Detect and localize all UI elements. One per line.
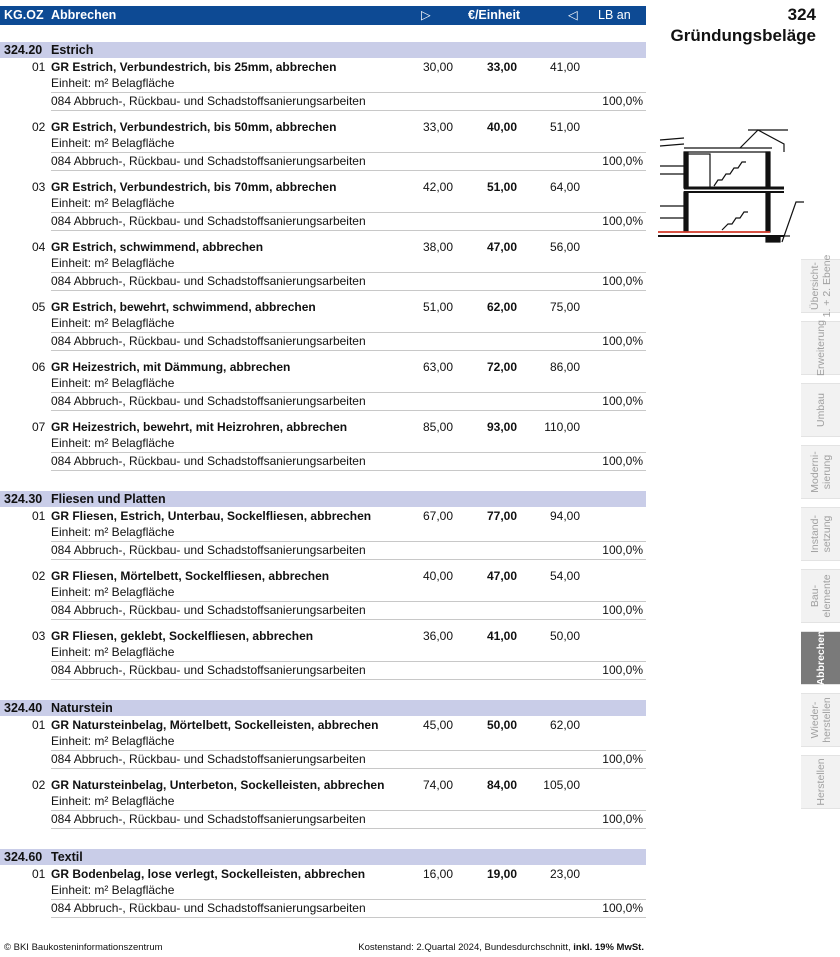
copyright-text: © BKI Baukosteninformationszentrum	[4, 942, 163, 953]
lb-row	[51, 272, 646, 291]
lb-percent: 100,0%	[602, 274, 643, 288]
section-title: Textil	[51, 850, 83, 864]
section-header	[0, 849, 646, 865]
section-code: 324.40	[4, 701, 43, 715]
item-number: 04	[32, 240, 46, 254]
item-unit: Einheit: m² Belagfläche	[51, 256, 175, 270]
item-title: GR Estrich, Verbundestrich, bis 25mm, abbrechen	[51, 60, 337, 74]
lb-text: 084 Abbruch-, Rückbau- und Schadstoffsanierungsarbeiten	[51, 394, 366, 408]
item-unit: Einheit: m² Belagfläche	[51, 883, 175, 897]
table-row	[0, 866, 646, 918]
lb-percent: 100,0%	[602, 154, 643, 168]
price-mean: 41,00	[486, 629, 517, 643]
header-unit-price: €/Einheit	[468, 8, 521, 22]
lb-text: 084 Abbruch-, Rückbau- und Schadstoffsanierungsarbeiten	[51, 154, 366, 168]
item-title: GR Natursteinbelag, Unterbeton, Sockelleisten, abbrechen	[51, 778, 385, 792]
lb-text: 084 Abbruch-, Rückbau- und Schadstoffsanierungsarbeiten	[51, 603, 366, 617]
lb-percent: 100,0%	[602, 543, 643, 557]
price-min: 16,00	[422, 867, 453, 881]
item-number: 02	[32, 569, 46, 583]
table-row	[0, 359, 646, 411]
price-mean: 51,00	[486, 180, 517, 194]
item-title: GR Estrich, bewehrt, schwimmend, abbrechen	[51, 300, 316, 314]
item-number: 03	[32, 180, 46, 194]
lb-text: 084 Abbruch-, Rückbau- und Schadstoffsanierungsarbeiten	[51, 274, 366, 288]
section-code: 324.30	[4, 492, 43, 506]
header-kgoz: KG.OZ	[4, 8, 44, 22]
price-min: 33,00	[422, 120, 453, 134]
price-max: 50,00	[549, 629, 580, 643]
tab-label: Umbau	[814, 393, 827, 427]
table-row	[0, 508, 646, 560]
item-title: GR Fliesen, geklebt, Sockelfliesen, abbrechen	[51, 629, 314, 643]
price-max: 23,00	[549, 867, 580, 881]
price-mean: 62,00	[486, 300, 517, 314]
price-min: 63,00	[422, 360, 453, 374]
tab-instand-setzung[interactable]	[801, 507, 840, 561]
lb-text: 084 Abbruch-, Rückbau- und Schadstoffsanierungsarbeiten	[51, 334, 366, 348]
lb-row	[51, 452, 646, 471]
section-title: Naturstein	[51, 701, 113, 715]
table-row	[0, 717, 646, 769]
chapter-tabs	[801, 254, 840, 817]
footer-copyright	[4, 939, 163, 956]
section-code: 324.60	[4, 850, 43, 864]
lb-row	[51, 332, 646, 351]
item-unit: Einheit: m² Belagfläche	[51, 436, 175, 450]
lb-percent: 100,0%	[602, 454, 643, 468]
lb-text: 084 Abbruch-, Rückbau- und Schadstoffsanierungsarbeiten	[51, 94, 366, 108]
price-min: 42,00	[422, 180, 453, 194]
price-min: 40,00	[422, 569, 453, 583]
table-row	[0, 179, 646, 231]
tab-label: Erweiterung	[814, 319, 827, 377]
tab-label: Bau- elemente	[808, 574, 833, 618]
item-unit: Einheit: m² Belagfläche	[51, 794, 175, 808]
item-unit: Einheit: m² Belagfläche	[51, 376, 175, 390]
table-row	[0, 628, 646, 680]
section-title: Fliesen und Platten	[51, 492, 166, 506]
table-header	[0, 6, 646, 41]
lb-percent: 100,0%	[602, 603, 643, 617]
lb-row	[51, 601, 646, 620]
lb-percent: 100,0%	[602, 214, 643, 228]
price-min: 74,00	[422, 778, 453, 792]
item-unit: Einheit: m² Belagfläche	[51, 76, 175, 90]
item-title: GR Estrich, schwimmend, abbrechen	[51, 240, 264, 254]
tab-bau-elemente[interactable]	[801, 569, 840, 623]
tab-label: Wieder- herstellen	[808, 697, 833, 743]
item-unit: Einheit: m² Belagfläche	[51, 525, 175, 539]
price-mean: 84,00	[486, 778, 517, 792]
table-row	[0, 299, 646, 351]
lb-percent: 100,0%	[602, 394, 643, 408]
item-unit: Einheit: m² Belagfläche	[51, 136, 175, 150]
price-min: 45,00	[422, 718, 453, 732]
tab-übersicht-1-2-ebene[interactable]	[801, 254, 840, 318]
header-label: Abbrechen	[51, 8, 117, 22]
price-max: 62,00	[549, 718, 580, 732]
page-title: Gründungsbeläge	[670, 26, 816, 45]
price-max: 110,00	[544, 420, 580, 434]
section-header	[0, 491, 646, 507]
header-max-symbol: ◁	[568, 8, 578, 22]
item-number: 03	[32, 629, 46, 643]
item-title: GR Estrich, Verbundestrich, bis 70mm, abbrechen	[51, 180, 337, 194]
tab-label: Moderni- sierung	[808, 451, 833, 493]
table-row	[0, 59, 646, 111]
tab-abbrechen[interactable]	[801, 631, 840, 685]
header-min-symbol: ▷	[421, 8, 431, 22]
item-unit: Einheit: m² Belagfläche	[51, 645, 175, 659]
price-max: 75,00	[549, 300, 580, 314]
price-mean: 33,00	[486, 60, 517, 74]
tab-label: Übersicht- 1. + 2. Ebene	[808, 254, 833, 318]
table-row	[0, 119, 646, 171]
lb-row	[51, 152, 646, 171]
lb-row	[51, 212, 646, 231]
lb-percent: 100,0%	[602, 334, 643, 348]
price-min: 51,00	[422, 300, 453, 314]
lb-percent: 100,0%	[602, 901, 643, 915]
section-header	[0, 42, 646, 58]
tab-label: Abbrechen	[814, 630, 827, 686]
price-mean: 77,00	[486, 509, 517, 523]
lb-percent: 100,0%	[602, 752, 643, 766]
price-mean: 47,00	[486, 569, 517, 583]
item-number: 07	[32, 420, 46, 434]
price-max: 56,00	[549, 240, 580, 254]
price-mean: 19,00	[486, 867, 517, 881]
header-lb-an-aa: LB an AA	[598, 8, 631, 41]
cost-status-text: Kostenstand: 2.Quartal 2024, Bundesdurchschnitt,	[358, 942, 574, 953]
item-title: GR Heizestrich, bewehrt, mit Heizrohren, abbrechen	[51, 420, 348, 434]
price-max: 94,00	[549, 509, 580, 523]
page-number: 324	[787, 5, 816, 24]
lb-percent: 100,0%	[602, 663, 643, 677]
lb-row	[51, 392, 646, 411]
table-row	[0, 568, 646, 620]
lb-row	[51, 750, 646, 769]
price-max: 86,00	[549, 360, 580, 374]
tab-label: Instand- setzung	[808, 515, 833, 553]
item-number: 01	[32, 509, 46, 523]
item-title: GR Natursteinbelag, Mörtelbett, Sockelleisten, abbrechen	[51, 718, 379, 732]
price-min: 67,00	[422, 509, 453, 523]
item-title: GR Fliesen, Estrich, Unterbau, Sockelfliesen, abbrechen	[51, 509, 372, 523]
tab-umbau[interactable]	[801, 383, 840, 437]
tab-wieder-herstellen[interactable]	[801, 693, 840, 747]
item-title: GR Heizestrich, mit Dämmung, abbrechen	[51, 360, 291, 374]
item-title: GR Estrich, Verbundestrich, bis 50mm, abbrechen	[51, 120, 337, 134]
lb-row	[51, 541, 646, 560]
building-section-illustration	[658, 126, 808, 250]
footer-cost-status	[358, 939, 644, 956]
section-code: 324.20	[4, 43, 43, 57]
item-number: 02	[32, 120, 46, 134]
item-number: 01	[32, 867, 46, 881]
lb-text: 084 Abbruch-, Rückbau- und Schadstoffsanierungsarbeiten	[51, 663, 366, 677]
lb-text: 084 Abbruch-, Rückbau- und Schadstoffsanierungsarbeiten	[51, 543, 366, 557]
item-unit: Einheit: m² Belagfläche	[51, 196, 175, 210]
item-number: 02	[32, 778, 46, 792]
tab-erweiterung[interactable]	[801, 321, 840, 375]
table-row	[0, 239, 646, 291]
vat-text: inkl. 19% MwSt.	[573, 942, 644, 953]
item-number: 01	[32, 60, 46, 74]
lb-row	[51, 810, 646, 829]
table-row	[0, 777, 646, 829]
price-max: 64,00	[549, 180, 580, 194]
price-mean: 93,00	[486, 420, 517, 434]
item-unit: Einheit: m² Belagfläche	[51, 316, 175, 330]
tab-moderni-sierung[interactable]	[801, 445, 840, 499]
item-number: 06	[32, 360, 46, 374]
item-unit: Einheit: m² Belagfläche	[51, 734, 175, 748]
lb-percent: 100,0%	[602, 94, 643, 108]
lb-percent: 100,0%	[602, 812, 643, 826]
price-min: 36,00	[422, 629, 453, 643]
lb-text: 084 Abbruch-, Rückbau- und Schadstoffsanierungsarbeiten	[51, 454, 366, 468]
price-mean: 40,00	[486, 120, 517, 134]
price-max: 54,00	[549, 569, 580, 583]
tab-herstellen[interactable]	[801, 755, 840, 809]
price-max: 41,00	[549, 60, 580, 74]
price-min: 85,00	[422, 420, 453, 434]
lb-text: 084 Abbruch-, Rückbau- und Schadstoffsanierungsarbeiten	[51, 812, 366, 826]
table-row	[0, 419, 646, 471]
price-min: 30,00	[422, 60, 453, 74]
lb-text: 084 Abbruch-, Rückbau- und Schadstoffsanierungsarbeiten	[51, 214, 366, 228]
section-title: Estrich	[51, 43, 94, 57]
item-number: 05	[32, 300, 46, 314]
lb-text: 084 Abbruch-, Rückbau- und Schadstoffsanierungsarbeiten	[51, 752, 366, 766]
price-min: 38,00	[422, 240, 453, 254]
price-max: 51,00	[549, 120, 580, 134]
lb-row	[51, 92, 646, 111]
price-mean: 72,00	[486, 360, 517, 374]
section-header	[0, 700, 646, 716]
tab-label: Herstellen	[814, 758, 827, 806]
lb-row	[51, 661, 646, 680]
item-title: GR Fliesen, Mörtelbett, Sockelfliesen, abbrechen	[51, 569, 330, 583]
price-max: 105,00	[543, 778, 580, 792]
price-mean: 50,00	[486, 718, 517, 732]
item-number: 01	[32, 718, 46, 732]
price-mean: 47,00	[486, 240, 517, 254]
lb-text: 084 Abbruch-, Rückbau- und Schadstoffsanierungsarbeiten	[51, 901, 366, 915]
item-title: GR Bodenbelag, lose verlegt, Sockelleisten, abbrechen	[51, 867, 366, 881]
lb-row	[51, 899, 646, 918]
item-unit: Einheit: m² Belagfläche	[51, 585, 175, 599]
